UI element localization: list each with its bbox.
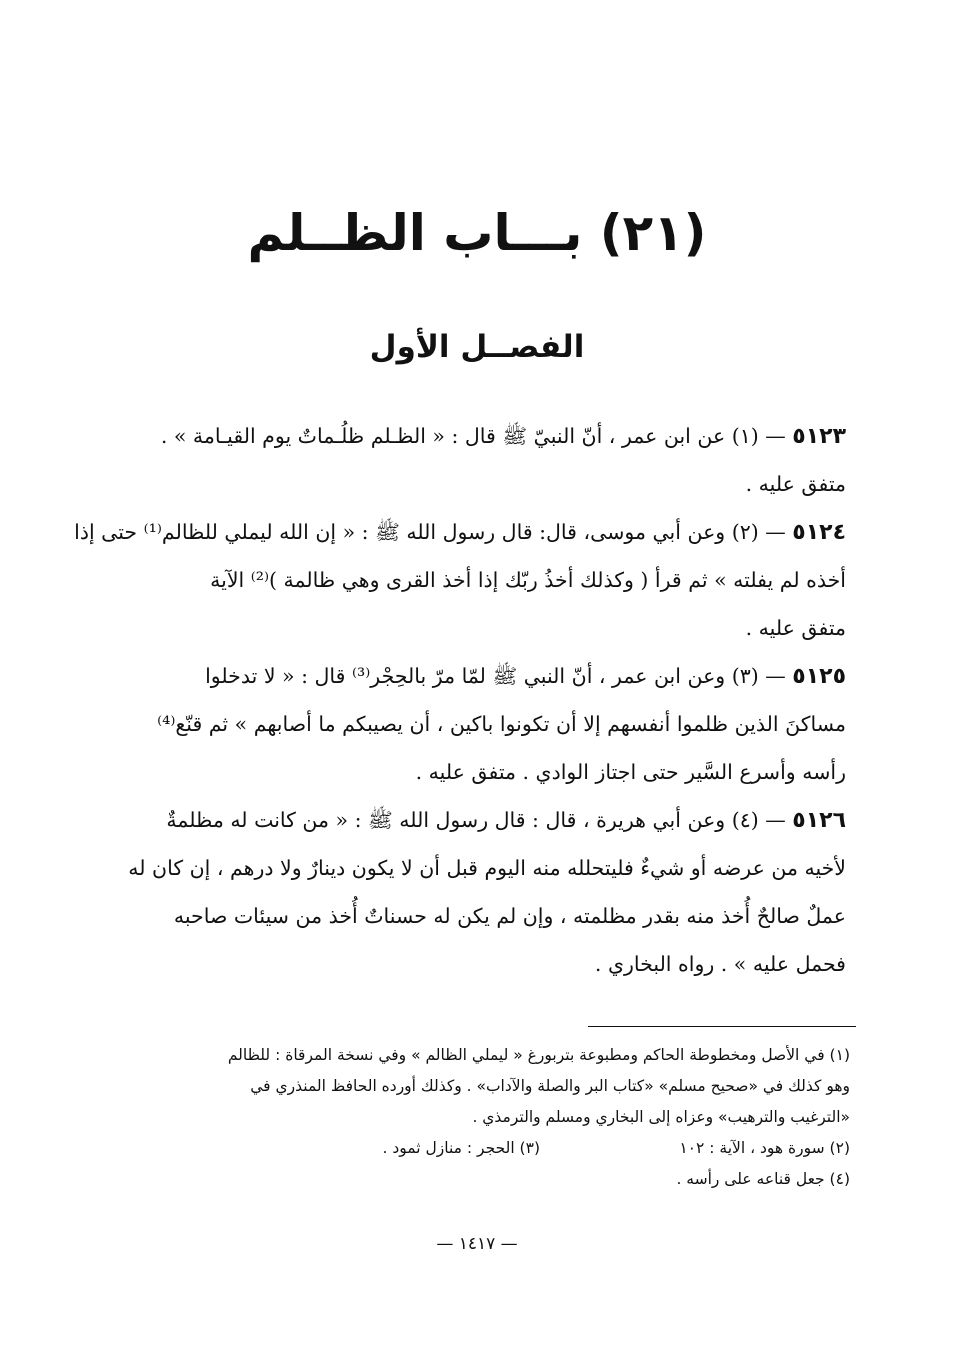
hadith-text: — (٢) وعن أبي موسى، قال: قال رسول الله ﷺ : « إن الله ليملي للظالم⁽¹⁾ حتى إذا — [74, 520, 793, 544]
footnote-1-cont: «الترغيب والترهيب» وعزاه إلى البخاري ومسلم والترمذي . — [472, 1108, 850, 1126]
footnote-1-cont: وهو كذلك في «صحيح مسلم» «كتاب البر والصلة والآداب» . وكذلك أورده الحافظ المنذري في — [250, 1077, 850, 1095]
text-line — [140, 556, 846, 604]
text-line — [140, 604, 846, 652]
text-line — [140, 460, 846, 508]
hadith-text: فحمل عليه » . رواه البخاري . — [594, 952, 846, 976]
text-line — [140, 892, 846, 940]
text-line — [140, 748, 846, 796]
hadith-number: ٥١٢٦ — [792, 808, 846, 833]
hadith-text: — (٤) وعن أبي هريرة ، قال : قال رسول الله ﷺ : « من كانت له مظلمةٌ — [166, 808, 793, 832]
hadith-text: متفق عليه . — [745, 472, 846, 496]
page-number: — ١٤١٧ — — [436, 1234, 518, 1254]
footnotes — [140, 1040, 850, 1195]
text-line — [140, 412, 846, 460]
footnote-row — [140, 1133, 850, 1164]
chapter-title: (٢١) بـــاب الظــلم — [247, 204, 707, 262]
hadith-text: — (١) عن ابن عمر ، أنّ النبيّ ﷺ قال : « الظـلم ظلُـماتٌ يوم القيـامة » . — [160, 424, 793, 448]
footnote-2: (٢) سورة هود ، الآية : ١٠٢ — [679, 1139, 850, 1157]
hadith-text: متفق عليه . — [745, 616, 846, 640]
text-line — [140, 796, 846, 844]
text-line — [140, 652, 846, 700]
text-line — [140, 700, 846, 748]
footnote-3: (٣) الحجر : منازل ثمود . — [382, 1139, 540, 1157]
text-line — [128, 844, 846, 892]
hadith-text: أخذه لم يفلته » ثم قرأ ( وكذلك أخذُ ربّك إذا أخذ القرى وهي ظالمة )⁽²⁾ الآية — [210, 568, 846, 592]
text-line — [140, 940, 846, 988]
footnote-1: (١) في الأصل ومخطوطة الحاكم ومطبوعة بتربورغ « ليملي الظالم » وفي نسخة المرقاة : للظالم — [227, 1046, 850, 1064]
hadith-number: ٥١٢٥ — [792, 664, 846, 689]
hadith-number: ٥١٢٣ — [792, 424, 846, 449]
hadith-text: لأخيه من عرضه أو شيءٌ فليتحلله منه اليوم قبل أن لا يكون دينارٌ ولا درهم ، إن كان له — [128, 856, 846, 880]
hadith-text: مساكنَ الذين ظلموا أنفسهم إلا أن تكونوا باكين ، أن يصيبكم ما أصابهم » ثم قنّع⁽⁴⁾ — [157, 712, 846, 736]
hadith-text: عملٌ صالحٌ أُخذ منه بقدر مظلمته ، وإن لم يكن له حسناتٌ أُخذ من سيئات صاحبه — [173, 904, 846, 928]
footnote-divider — [588, 1026, 856, 1027]
section-title: الفصــل الأول — [369, 329, 585, 365]
hadith-number: ٥١٢٤ — [792, 520, 846, 545]
footnote-4: (٤) جعل قناعه على رأسه . — [676, 1170, 850, 1188]
hadith-body — [74, 412, 846, 988]
hadith-text: — (٣) وعن ابن عمر ، أنّ النبي ﷺ لمّا مرّ بالحِجْر⁽³⁾ قال : « لا تدخلوا — [205, 664, 793, 688]
hadith-text: رأسه وأسرع السَّير حتى اجتاز الوادي . متفق عليه . — [415, 760, 846, 784]
text-line — [74, 508, 846, 556]
